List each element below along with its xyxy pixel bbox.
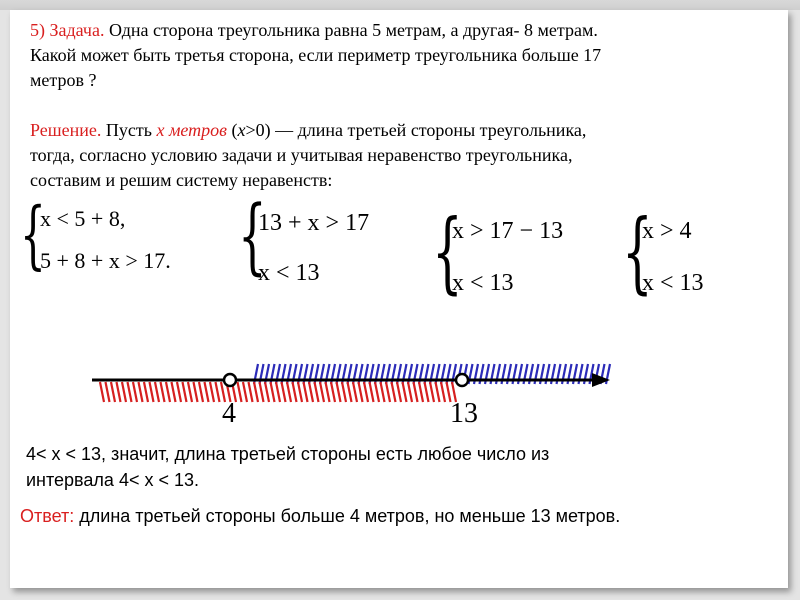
hatch-lower-stroke — [364, 382, 368, 402]
hatch-lower-stroke — [249, 382, 253, 402]
hatch-lower-stroke — [309, 382, 313, 402]
slide-frame-top — [0, 0, 800, 10]
hatch-lower-stroke — [188, 382, 192, 402]
hatch-lower-stroke — [166, 382, 170, 402]
hatch-lower-stroke — [337, 382, 341, 402]
hatch-lower-stroke — [210, 382, 214, 402]
hatch-lower-stroke — [381, 382, 385, 402]
solution-text1a: Пусть — [101, 120, 157, 140]
system-2-row2: x < 13 — [258, 260, 320, 286]
solution-text1c: >0) — длина третьей стороны треугольника, — [245, 120, 587, 140]
system-4-row1: x > 4 — [642, 218, 692, 244]
hatch-lower-stroke — [161, 382, 165, 402]
hatch-lower-stroke — [342, 382, 346, 402]
task-label: 5) Задача. — [30, 20, 105, 40]
hatch-lower-stroke — [287, 382, 291, 402]
hatch-lower-stroke — [155, 382, 159, 402]
hatch-lower-stroke — [293, 382, 297, 402]
hatch-lower-stroke — [331, 382, 335, 402]
hatch-lower-stroke — [408, 382, 412, 402]
hatch-lower-stroke — [172, 382, 176, 402]
solution-text1b: ( — [227, 120, 238, 140]
hatch-lower-stroke — [392, 382, 396, 402]
hatch-lower-stroke — [315, 382, 319, 402]
solution-label: Решение. — [30, 120, 102, 140]
system-1-brace: { — [20, 192, 46, 278]
final-answer-label: Ответ: — [20, 506, 75, 526]
hatch-lower-region — [100, 382, 456, 402]
conclusion-line1: 4< x < 13, значит, длина третьей стороны есть любое число из — [26, 444, 550, 464]
hatch-lower-stroke — [117, 382, 121, 402]
system-4-row2: x < 13 — [642, 270, 704, 296]
open-point-4 — [224, 374, 236, 386]
hatch-lower-stroke — [430, 382, 434, 402]
hatch-lower-stroke — [177, 382, 181, 402]
system-3-row1: x > 17 − 13 — [452, 218, 564, 244]
hatch-lower-stroke — [111, 382, 115, 402]
hatch-lower-stroke — [304, 382, 308, 402]
system-4-brace: { — [622, 200, 653, 303]
final-answer-text: длина третьей стороны больше 4 метров, но меньше 13 метров. — [74, 506, 621, 526]
hatch-lower-stroke — [271, 382, 275, 402]
number-line — [10, 350, 788, 440]
task-line3: метров ? — [30, 70, 97, 90]
hatch-lower-stroke — [397, 382, 401, 402]
system-1-row1: x < 5 + 8, — [40, 206, 126, 231]
hatch-lower-stroke — [386, 382, 390, 402]
solution-cond-x: х — [237, 120, 246, 140]
hatch-lower-stroke — [183, 382, 187, 402]
hatch-lower-stroke — [139, 382, 143, 402]
hatch-lower-stroke — [419, 382, 423, 402]
hatch-lower-stroke — [425, 382, 429, 402]
hatch-lower-stroke — [133, 382, 137, 402]
hatch-lower-stroke — [144, 382, 148, 402]
task-line1: Одна сторона треугольника равна 5 метрам, а другая- 8 метрам. — [104, 20, 598, 40]
hatch-lower-stroke — [254, 382, 258, 402]
task-text — [30, 18, 601, 93]
hatch-lower-stroke — [359, 382, 363, 402]
hatch-lower-stroke — [100, 382, 104, 402]
solution-line2: тогда, согласно условию задачи и учитывая неравенство треугольника, — [30, 145, 573, 165]
task-line2: Какой может быть третья сторона, если периметр треугольника больше 17 — [30, 45, 602, 65]
hatch-lower-stroke — [414, 382, 418, 402]
hatch-lower-stroke — [106, 382, 110, 402]
hatch-lower-stroke — [265, 382, 269, 402]
hatch-lower-stroke — [441, 382, 445, 402]
solution-text — [30, 118, 586, 193]
hatch-lower-stroke — [128, 382, 132, 402]
system-3-row2: x < 13 — [452, 270, 514, 296]
hatch-lower-stroke — [353, 382, 357, 402]
hatch-lower-stroke — [150, 382, 154, 402]
hatch-lower-stroke — [276, 382, 280, 402]
hatch-lower-stroke — [326, 382, 330, 402]
system-3-brace: { — [432, 200, 463, 303]
hatch-lower-stroke — [348, 382, 352, 402]
tick-label-4: 4 — [222, 398, 236, 429]
solution-var-x: х метров — [156, 120, 227, 140]
hatch-lower-stroke — [216, 382, 220, 402]
hatch-lower-stroke — [436, 382, 440, 402]
conclusion-line2: интервала 4< x < 13. — [26, 470, 200, 490]
tick-label-13: 13 — [450, 398, 478, 429]
hatch-lower-stroke — [199, 382, 203, 402]
hatch-lower-stroke — [403, 382, 407, 402]
hatch-lower-stroke — [122, 382, 126, 402]
slide — [10, 10, 788, 588]
open-point-13 — [456, 374, 468, 386]
hatch-lower-stroke — [238, 382, 242, 402]
hatch-lower-stroke — [260, 382, 264, 402]
hatch-lower-stroke — [243, 382, 247, 402]
system-1-row2: 5 + 8 + x > 17. — [40, 248, 171, 273]
hatch-lower-stroke — [320, 382, 324, 402]
system-2-brace: { — [238, 189, 267, 284]
final-answer — [20, 506, 620, 527]
hatch-lower-stroke — [282, 382, 286, 402]
hatch-lower-stroke — [375, 382, 379, 402]
hatch-lower-stroke — [194, 382, 198, 402]
solution-line3: составим и решим систему неравенств: — [30, 170, 333, 190]
hatch-lower-stroke — [298, 382, 302, 402]
system-2-row1: 13 + x > 17 — [258, 210, 370, 236]
hatch-lower-stroke — [370, 382, 374, 402]
hatch-lower-stroke — [205, 382, 209, 402]
